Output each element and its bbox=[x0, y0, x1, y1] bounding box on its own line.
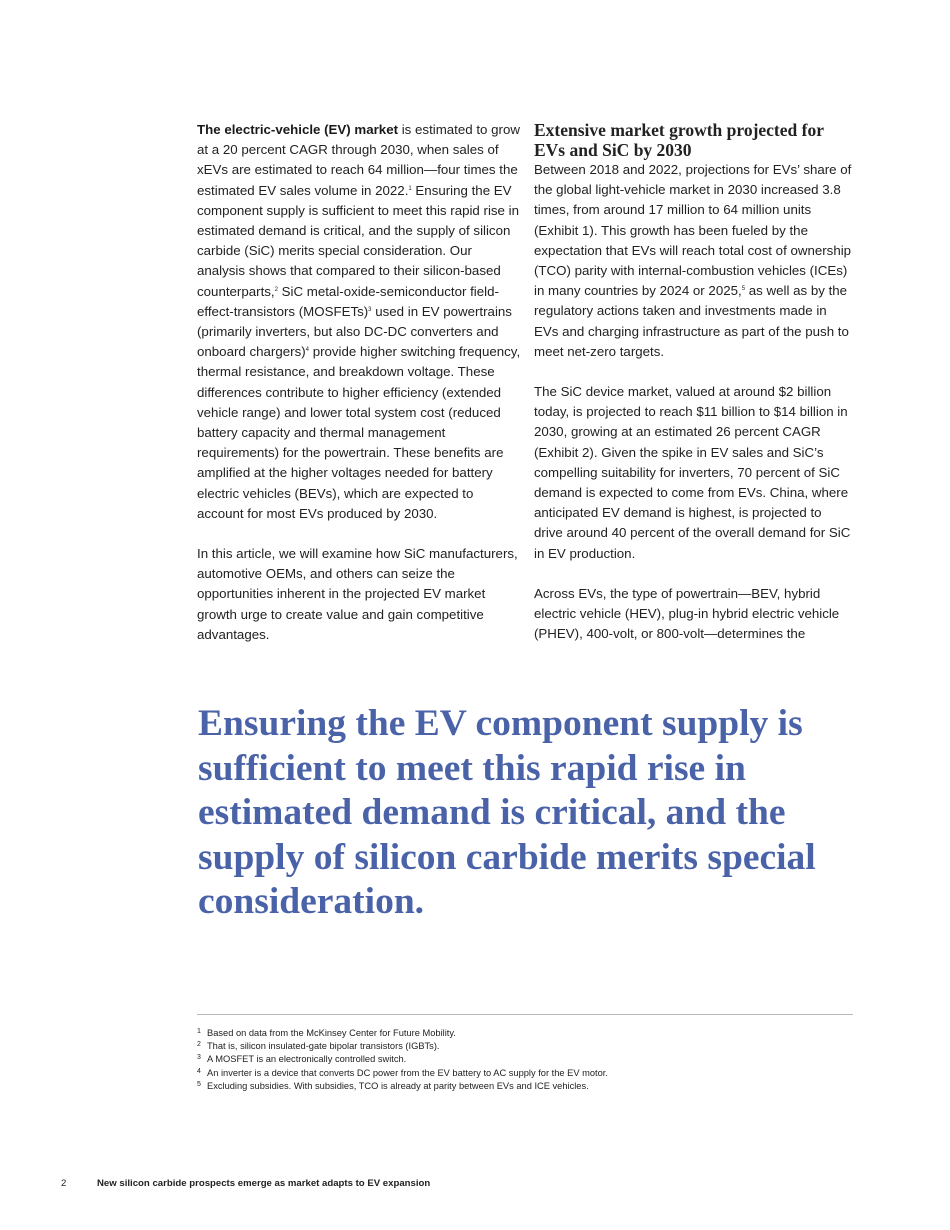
growth-paragraph: Between 2018 and 2022, projections for EVs’ share of the global light-vehicle market in 2030 increased 3.8 times, from around 17 million to 64 million units (Exhibit 1). This growth has been fueled by the expectation that EVs will reach total cost of ownership (TCO) parity with internal-combustion vehicles (ICEs) in many countries by 2024 or 2025,$^5$ as well as by the regulatory actions taken and investments made in EVs and charging infrastructure as part of the push to meet net-zero targets. bbox=[534, 162, 852, 359]
footnote-ref-1[interactable]: 1 bbox=[408, 185, 412, 192]
footnote-number: 1 bbox=[197, 1028, 201, 1035]
left-column bbox=[197, 120, 522, 645]
footnote-text: A MOSFET is an electronically controlled switch. bbox=[207, 1054, 407, 1065]
article-scope-paragraph: In this article, we will examine how SiC manufacturers, automotive OEMs, and others can seize the opportunities inherent in the projected EV market growth urge to create value and gain competitive advantages. bbox=[197, 546, 518, 642]
footnote-text: Based on data from the McKinsey Center for Future Mobility. bbox=[207, 1028, 456, 1038]
running-title: New silicon carbide prospects emerge as market adapts to EV expansion bbox=[97, 1178, 431, 1189]
footnote-item bbox=[197, 1040, 853, 1053]
footnotes bbox=[197, 1027, 853, 1093]
footnote-text: That is, silicon insulated-gate bipolar transistors (IGBTs). bbox=[207, 1041, 440, 1052]
footnote-item bbox=[197, 1053, 853, 1066]
footnote-item bbox=[197, 1067, 853, 1080]
footnote-text: An inverter is a device that converts DC power from the EV battery to AC supply for the EV motor. bbox=[207, 1067, 608, 1078]
footnote-item bbox=[197, 1027, 853, 1040]
page-footer bbox=[61, 1177, 430, 1191]
footnote-item bbox=[197, 1080, 853, 1093]
right-column bbox=[534, 120, 854, 644]
footnote-divider bbox=[197, 1014, 853, 1015]
footnote-text: Excluding subsidies. With subsidies, TCO is already at parity between EVs and ICE vehicles. bbox=[207, 1080, 589, 1091]
footnote-ref-4[interactable]: 4 bbox=[305, 347, 309, 354]
footnote-number: 4 bbox=[197, 1067, 201, 1075]
footnote-ref-2[interactable]: 2 bbox=[274, 286, 278, 293]
footnote-number: 2 bbox=[197, 1041, 201, 1049]
footnote-ref-5[interactable]: 5 bbox=[741, 286, 746, 293]
sic-market-paragraph: The SiC device market, valued at around $2 billion today, is projected to reach $11 billion to $14 billion in 2030, growing at an estimated 26 percent CAGR (Exhibit 2). Given the spike in EV sales and SiC’s compelling suitability for inverters, 70 percent of SiC demand is expected to come from EVs. China, where anticipated EV demand is highest, is projected to drive around 40 percent of the overall demand for SiC in EV production. bbox=[534, 384, 851, 561]
footnote-ref-3[interactable]: 3 bbox=[368, 306, 372, 313]
footnote-number: 5 bbox=[197, 1080, 201, 1088]
section-heading: Extensive market growth projected for EVs and SiC by 2030 bbox=[534, 120, 824, 160]
page-number: 2 bbox=[61, 1178, 67, 1189]
powertrain-paragraph: Across EVs, the type of powertrain—BEV, hybrid electric vehicle (HEV), plug-in hybrid electric vehicle (PHEV), 400-volt, or 800-volt—determines the bbox=[534, 585, 840, 642]
footnote-number: 3 bbox=[197, 1054, 201, 1062]
lead-in: The electric-vehicle (EV) market bbox=[197, 122, 399, 137]
pull-quote: Ensuring the EV component supply is sufficient to meet this rapid rise in estimated demand is critical, and the supply of silicon carbide merits special consideration. bbox=[198, 703, 816, 922]
intro-paragraph: The electric-vehicle (EV) market is estimated to grow at a 20 percent CAGR through 2030, when sales of xEVs are estimated to reach 64 million—four times the estimated EV sales volume in 2022.$^1$ Ensuring the EV component supply is sufficient to meet this rapid rise in estimated demand is critical, and the supply of silicon carbide (SiC) merits special consideration. Our analysis shows that compared to their silicon-based counterparts,$^2$ SiC metal-oxide-semiconductor field-effect-transistors (MOSFETs)$^3$ used in EV powertrains (primarily inverters, but also DC-DC converters and onboard chargers)$^4$ provide higher switching frequency, thermal resistance, and breakdown voltage. These differences contribute to higher efficiency (extended vehicle range) and lower total system cost (reduced battery capacity and thermal management requirements) for the powertrain. These benefits are amplified at the higher voltages needed for battery electric vehicles (BEVs), which are expected to account for most EVs produced by 2030. bbox=[197, 122, 521, 521]
